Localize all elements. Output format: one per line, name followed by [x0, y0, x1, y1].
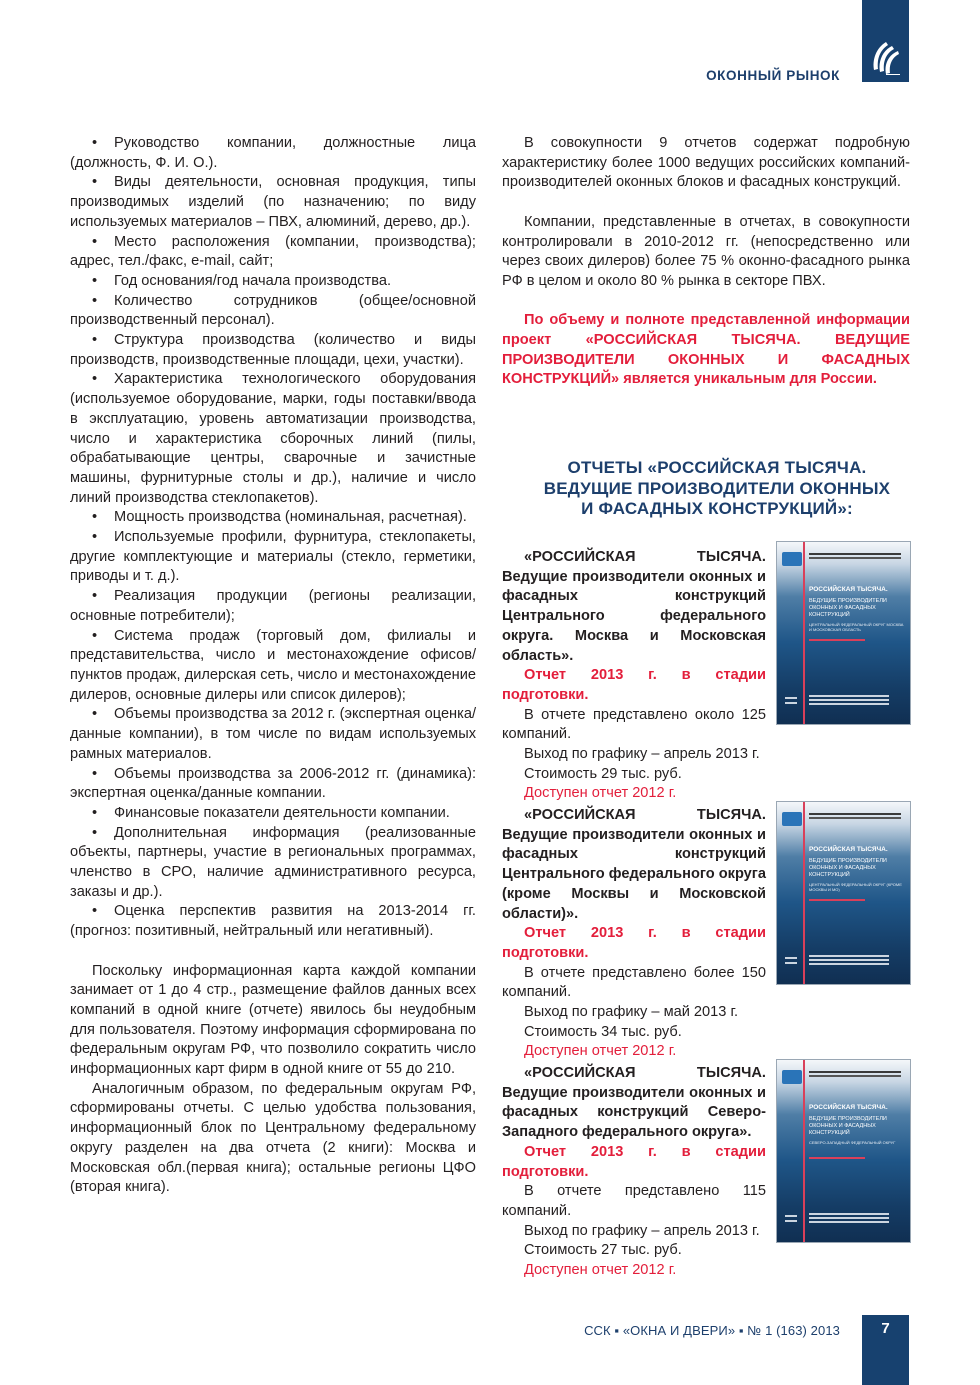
report-cover-image [776, 1059, 911, 1243]
bullet-item [70, 134, 476, 173]
bullet-item [70, 370, 476, 508]
report-schedule: Выход по графику – апрель 2013 г. [524, 746, 760, 763]
cover-region: ЦЕНТРАЛЬНЫЙ ФЕДЕРАЛЬНЫЙ ОКРУГ МОСКВА И МОСКОВСКАЯ ОБЛАСТЬ [809, 622, 904, 632]
bullet-text: Год основания/год начала производства. [114, 272, 392, 289]
report-available: Доступен отчет 2012 г. [524, 1262, 677, 1279]
bullet-text: Дополнительная информация (реализованные объекты, партнеры, участие в региональных программах, членство в СРО, наличие административного ресурса, заказы и др.). [70, 824, 476, 900]
bullet-text: Реализация продукции (регионы реализации, основные потребители); [70, 588, 476, 624]
report-entry [502, 548, 766, 804]
cover-footer-right [809, 955, 889, 957]
cover-region: СЕВЕРО-ЗАПАДНЫЙ ФЕДЕРАЛЬНЫЙ ОКРУГ [809, 1140, 896, 1145]
bullet-item [70, 824, 476, 903]
cover-region: ЦЕНТРАЛЬНЫЙ ФЕДЕРАЛЬНЫЙ ОКРУГ (КРОМЕ МОСКВЫ И МО) [809, 882, 902, 892]
bullet-item [70, 173, 476, 232]
bullet-text: Место расположения (компании, производства); адрес, тел./факс, e-mail, сайт; [70, 233, 476, 270]
cover-publisher-line [809, 813, 901, 815]
cover-publisher-logo-icon [782, 552, 802, 566]
cover-subtitle: ВЕДУЩИЕ ПРОИЗВОДИТЕЛИ ОКОННЫХ И ФАСАДНЫХ КОНСТРУКЦИЙ [809, 858, 887, 878]
bullet-icon: • [92, 529, 98, 546]
bullet-icon: • [92, 509, 98, 526]
bullet-item [70, 705, 476, 764]
page-number-box [862, 1315, 909, 1385]
bullet-item [70, 508, 476, 528]
bullet-icon: • [92, 332, 98, 349]
bullet-icon: • [92, 627, 98, 644]
right-column [502, 134, 910, 390]
bullet-text: Руководство компании, должностные лица (должность, Ф. И. О.). [70, 135, 476, 171]
paragraph: В совокупности 9 отчетов содержат подробную характеристику более 1000 ведущих российских компаний-производителей оконных блоков и фасадных конструкций. [502, 135, 910, 191]
bullet-icon: • [92, 233, 98, 250]
reports-heading-line: И ФАСАДНЫХ КОНСТРУКЦИЙ»: [581, 499, 853, 518]
bullet-icon: • [92, 371, 98, 388]
bullet-icon: • [92, 765, 98, 782]
bullet-text: Объемы производства за 2012 г. (экспертная оценка/данные компании), в том числе по видам используемых рамных материалов. [70, 706, 476, 762]
bullet-text: Мощность производства (номинальная, расчетная). [114, 509, 467, 526]
bullet-item [70, 627, 476, 706]
paragraph: Поскольку информационная карта каждой компании занимает от 1 до 4 стр., размещение файлов данных всех компаний в одной книге (отчете) явилось бы неудобным для пользователя. Поэтому информация сформирована по федеральным округам РФ, что позволило сократить число информационных карт фирм в одной книге от 55 до 210. [70, 962, 476, 1078]
report-companies: В отчете представлено более 150 компаний. [502, 964, 766, 1001]
bullet-text: Используемые профили, фурнитура, стеклопакеты, другие комплектующие и материалы (стекло, герметики, приводы и т. д.). [70, 529, 476, 585]
cover-footer-left [785, 957, 797, 959]
cover-publisher-logo-icon [782, 1070, 802, 1084]
bullet-item [70, 902, 476, 941]
bullet-text: Объемы производства за 2006-2012 гг. (динамика): экспертная оценка/данные компании. [70, 765, 476, 802]
bullet-item [70, 587, 476, 626]
report-schedule: Выход по графику – апрель 2013 г. [524, 1222, 760, 1239]
reports-heading [502, 458, 932, 520]
report-status: Отчет 2013 г. в стадии подготовки. [502, 1143, 766, 1180]
cover-red-rule [803, 542, 805, 724]
section-label: ОКОННЫЙ РЫНОК [706, 68, 840, 83]
bullet-text: Структура производства (количество и виды производств, производственные площади, цехи, участки). [70, 332, 476, 368]
reports-heading-line: ВЕДУЩИЕ ПРОИЗВОДИТЕЛИ ОКОННЫХ [543, 478, 891, 498]
cover-red-rule [803, 1060, 805, 1242]
report-price: Стоимость 29 тыс. руб. [524, 765, 682, 782]
bullet-icon: • [92, 804, 98, 821]
feature-bullet-list [70, 134, 476, 942]
bullet-item [70, 804, 476, 824]
report-entry [502, 1064, 766, 1281]
publication-footer: ССК ▪ «ОКНА И ДВЕРИ» ▪ № 1 (163) 2013 [584, 1323, 840, 1338]
bullet-item [70, 765, 476, 804]
report-status: Отчет 2013 г. в стадии подготовки. [502, 925, 766, 961]
bullet-icon: • [92, 272, 98, 289]
bullet-icon: • [92, 135, 98, 151]
bullet-text: Оценка перспектив развития на 2013-2014 гг. (прогноз: позитивный, нейтральный или негативный). [70, 903, 476, 940]
paragraph: Аналогичным образом, по федеральным округам РФ, сформированы отчеты. С целью удобства пользования, информационный блок по Центральному федеральному округу разделен на два отчета (2 книги): Москва и Московская обл.(первая книга); остальные регионы ЦФО (вторая книга). [70, 1080, 476, 1196]
cover-publisher-logo-icon [782, 812, 802, 826]
highlight-statement: По объему и полноте представленной информации проект «РОССИЙСКАЯ ТЫСЯЧА. ВЕДУЩИЕ ПРОИЗВОДИТЕЛИ ОКОННЫХ И ФАСАДНЫХ КОНСТРУКЦИЙ» является уникальным для России. [502, 312, 910, 388]
cover-publisher-line [809, 1071, 901, 1073]
bullet-text: Система продаж (торговый дом, филиалы и представительства, число и местонахождение офисов/пунктов продаж, дилерская сеть, число и местонахождение дилеров, основные дилеры или список дилеров); [70, 627, 476, 703]
report-status: Отчет 2013 г. в стадии подготовки. [502, 667, 766, 703]
cover-title: РОССИЙСКАЯ ТЫСЯЧА. [809, 1104, 888, 1111]
brand-logo-box [862, 0, 909, 82]
report-cover-image [776, 541, 911, 725]
bullet-icon: • [92, 824, 98, 841]
report-price: Стоимость 27 тыс. руб. [524, 1242, 682, 1259]
bullet-icon: • [92, 174, 98, 191]
bullet-text: Характеристика технологического оборудования (используемое оборудование, марки, годы поставки/ввода в эксплуатацию, уровень автоматизации производства, число и характеристика сборочных линий (пилы, обрабатывающие центры, сварочные и зачистные машины, фурнитурные столы и др.), наличие и число линий производства стеклопакетов). [70, 371, 476, 506]
cover-red-rule [803, 802, 805, 984]
bullet-item [70, 233, 476, 272]
report-schedule: Выход по графику – май 2013 г. [524, 1004, 739, 1021]
reports-heading-line: ОТЧЕТЫ «РОССИЙСКАЯ ТЫСЯЧА. [567, 458, 867, 477]
cover-footer-right [809, 1213, 889, 1215]
report-cover-image [776, 801, 911, 985]
bullet-item [70, 528, 476, 587]
window-arcs-logo-icon [866, 36, 906, 78]
cover-subtitle: ВЕДУЩИЕ ПРОИЗВОДИТЕЛИ ОКОННЫХ И ФАСАДНЫХ КОНСТРУКЦИЙ [809, 598, 887, 618]
report-title: «РОССИЙСКАЯ ТЫСЯЧА. Ведущие производители оконных и фасадных конструкций Центрального федерального округа (кроме Москвы и Московской области)». [502, 807, 766, 922]
cover-title: РОССИЙСКАЯ ТЫСЯЧА. [809, 846, 888, 853]
bullet-item [70, 331, 476, 370]
cover-title: РОССИЙСКАЯ ТЫСЯЧА. [809, 586, 888, 593]
cover-footer-left [785, 697, 797, 699]
report-companies: В отчете представлено 115 компаний. [502, 1183, 766, 1219]
bullet-icon: • [92, 588, 98, 605]
page-number: 7 [881, 1320, 890, 1337]
cover-footer-left [785, 1215, 797, 1217]
report-companies: В отчете представлено около 125 компаний. [502, 706, 766, 743]
cover-red-bar [809, 1157, 865, 1159]
paragraph: Компании, представленные в отчетах, в совокупности контролировали в 2010-2012 гг. (непосредственно или через своих дилеров) более 75 % оконно-фасадного рынка РФ в целом и около 80 % рынка в секторе ПВХ. [502, 213, 910, 289]
report-title: «РОССИЙСКАЯ ТЫСЯЧА. Ведущие производители оконных и фасадных конструкций Северо-Западного федерального округа». [502, 1065, 766, 1141]
cover-footer-right [809, 695, 889, 697]
bullet-text: Количество сотрудников (общее/основной производственный персонал). [70, 292, 476, 329]
bullet-item [70, 272, 476, 292]
left-column [70, 134, 476, 1198]
report-available: Доступен отчет 2012 г. [524, 1043, 677, 1060]
report-price: Стоимость 34 тыс. руб. [524, 1023, 682, 1040]
cover-red-bar [809, 899, 865, 901]
bullet-icon: • [92, 706, 98, 723]
report-title: «РОССИЙСКАЯ ТЫСЯЧА. Ведущие производители оконных и фасадных конструкций Центрального федерального округа. Москва и Московская область». [502, 549, 766, 664]
report-available: Доступен отчет 2012 г. [524, 785, 677, 802]
bullet-text: Финансовые показатели деятельности компании. [114, 804, 450, 821]
bullet-icon: • [92, 903, 98, 920]
bullet-icon: • [92, 292, 98, 309]
cover-subtitle: ВЕДУЩИЕ ПРОИЗВОДИТЕЛИ ОКОННЫХ И ФАСАДНЫХ КОНСТРУКЦИЙ [809, 1116, 887, 1136]
cover-red-bar [809, 639, 865, 641]
bullet-text: Виды деятельности, основная продукция, типы производимых изделий (по назначению; по виду используемых материалов – ПВХ, алюминий, дерево, др.). [70, 174, 476, 230]
cover-publisher-line [809, 553, 901, 555]
report-entry [502, 806, 766, 1062]
bullet-item [70, 292, 476, 331]
